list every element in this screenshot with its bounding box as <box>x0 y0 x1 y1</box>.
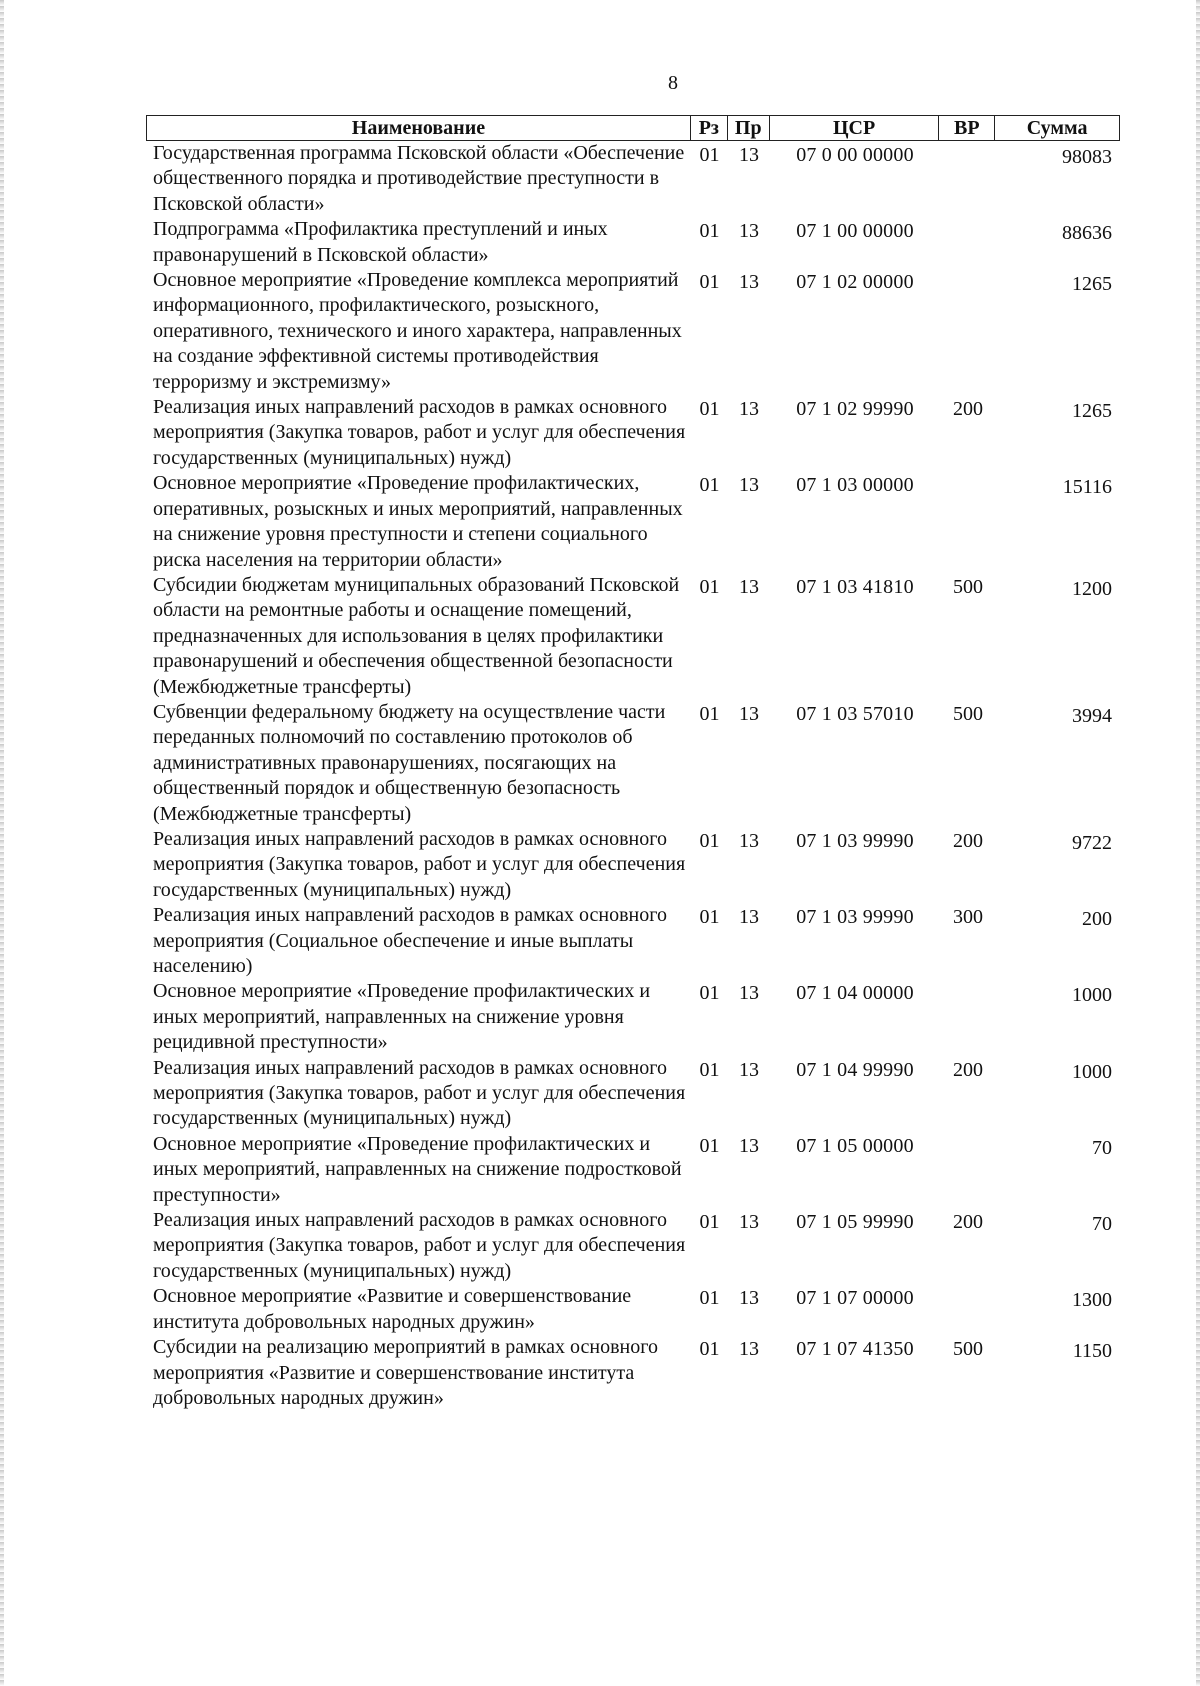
scan-edge-right <box>1196 0 1200 1686</box>
cell-name: Государственная программа Псковской области «Обеспечение общественного порядка и противодействие преступности в Псковской области» <box>153 142 685 215</box>
cell-pr: 13 <box>739 1134 759 1157</box>
cell-name: Основное мероприятие «Проведение профилактических и иных мероприятий, направленных на снижение подростковой преступности» <box>153 1132 682 1206</box>
cell-name: Реализация иных направлений расходов в рамках основного мероприятия (Закупка товаров, работ и услуг для обеспечения государственных (муниципальных) нужд) <box>153 827 686 901</box>
cell-rz: 01 <box>699 1338 720 1361</box>
cell-rz: 01 <box>699 575 720 598</box>
header-rz: Рз <box>691 116 728 140</box>
cell-pr: 13 <box>739 1058 759 1081</box>
cell-vr <box>940 471 996 573</box>
cell-vr: 500 <box>953 575 983 598</box>
cell-sum: 1000 <box>1072 984 1112 1007</box>
table-row <box>146 1132 1120 1208</box>
cell-vr: 300 <box>953 906 983 929</box>
cell-sum: 1150 <box>1072 1340 1112 1363</box>
cell-rz: 01 <box>699 474 720 497</box>
cell-name: Реализация иных направлений расходов в рамках основного мероприятия (Закупка товаров, работ и услуг для обеспечения государственных (муниципальных) нужд) <box>153 1209 686 1282</box>
header-name: Наименование <box>147 116 691 140</box>
header-csr: ЦСР <box>770 116 940 140</box>
cell-csr: 07 1 02 00000 <box>796 271 914 294</box>
cell-vr <box>940 141 996 217</box>
cell-name: Основное мероприятие «Проведение профилактических и иных мероприятий, направленных на снижение уровня рецидивной преступности» <box>153 980 651 1054</box>
cell-name: Реализация иных направлений расходов в рамках основного мероприятия (Социальное обеспечение и иные выплаты населению) <box>153 904 667 977</box>
cell-rz: 01 <box>699 906 720 929</box>
cell-csr: 07 1 04 99990 <box>796 1058 914 1081</box>
cell-pr: 13 <box>739 144 759 166</box>
cell-pr: 13 <box>739 702 759 725</box>
table-row <box>146 1284 1120 1335</box>
cell-sum: 1200 <box>1072 577 1112 600</box>
cell-csr: 07 1 05 99990 <box>796 1211 914 1234</box>
cell-sum: 1265 <box>1072 400 1112 423</box>
table-row <box>146 268 1120 395</box>
cell-csr: 07 1 05 00000 <box>796 1134 914 1157</box>
cell-sum: 1300 <box>1072 1289 1112 1312</box>
cell-name: Основное мероприятие «Развитие и совершенствование института добровольных народных дружин» <box>153 1285 632 1333</box>
cell-name: Реализация иных направлений расходов в рамках основного мероприятия (Закупка товаров, работ и услуг для обеспечения государственных (муниципальных) нужд) <box>153 396 686 469</box>
cell-vr: 200 <box>953 829 983 852</box>
cell-pr: 13 <box>739 829 759 852</box>
cell-rz: 01 <box>699 1287 720 1310</box>
table-row <box>146 217 1120 268</box>
cell-pr: 13 <box>739 982 759 1005</box>
header-pr: Пр <box>728 116 770 140</box>
table-row <box>146 903 1120 979</box>
cell-rz: 01 <box>699 1058 720 1081</box>
cell-rz: 01 <box>699 220 720 243</box>
cell-vr <box>940 1132 996 1208</box>
cell-sum: 15116 <box>1062 476 1112 499</box>
table-row <box>146 573 1120 700</box>
cell-csr: 07 1 03 99990 <box>796 906 914 929</box>
cell-csr: 07 0 00 00000 <box>796 144 914 166</box>
cell-sum: 98083 <box>1062 146 1112 168</box>
cell-pr: 13 <box>739 1287 759 1310</box>
cell-vr <box>940 979 996 1055</box>
cell-vr: 200 <box>953 1058 983 1081</box>
cell-sum: 3994 <box>1072 704 1112 727</box>
cell-name: Субсидии бюджетам муниципальных образований Псковской области на ремонтные работы и оснащение помещений, предназначенных для использования в целях профилактики правонарушений и обеспечения общественной безопасности (Межбюджетные трансферты) <box>153 573 680 698</box>
cell-rz: 01 <box>699 398 720 421</box>
cell-name: Реализация иных направлений расходов в рамках основного мероприятия (Закупка товаров, работ и услуг для обеспечения государственных (муниципальных) нужд) <box>153 1056 686 1130</box>
cell-csr: 07 1 03 41810 <box>796 575 914 598</box>
cell-vr <box>940 217 996 268</box>
cell-csr: 07 1 07 41350 <box>796 1338 914 1361</box>
cell-csr: 07 1 03 57010 <box>796 702 914 725</box>
cell-name: Субвенции федеральному бюджету на осуществление части переданных полномочий по составлению протоколов об административных правонарушениях, посягающих на общественный порядок и общественную безопасность (Межбюджетные трансферты) <box>153 700 666 825</box>
cell-sum: 70 <box>1092 1213 1112 1236</box>
cell-sum: 1265 <box>1072 273 1112 296</box>
cell-csr: 07 1 03 00000 <box>796 474 914 497</box>
header-sum: Сумма <box>1026 117 1088 139</box>
table-row <box>146 1056 1120 1132</box>
cell-rz: 01 <box>699 1134 720 1157</box>
cell-csr: 07 1 00 00000 <box>796 220 914 243</box>
cell-name: Подпрограмма «Профилактика преступлений и иных правонарушений в Псковской области» <box>153 218 608 266</box>
table-header <box>146 115 1120 141</box>
table-row <box>146 471 1120 573</box>
cell-sum: 88636 <box>1062 222 1112 245</box>
budget-table <box>146 115 1120 1411</box>
table-row <box>146 979 1120 1055</box>
table-row <box>146 141 1120 217</box>
cell-name: Основное мероприятие «Проведение комплекса мероприятий информационного, профилактического, розыскного, оперативного, технического и иного характера, направленных на создание эффективной системы противодействия терроризму и экстремизму» <box>153 269 682 393</box>
cell-csr: 07 1 02 99990 <box>796 398 914 421</box>
cell-sum: 200 <box>1082 908 1112 931</box>
cell-vr <box>940 1284 996 1335</box>
cell-rz: 01 <box>699 702 720 725</box>
cell-name: Субсидии на реализацию мероприятий в рамках основного мероприятия «Развитие и совершенствование института добровольных народных дружин» <box>153 1336 658 1409</box>
header-vr: ВР <box>939 116 995 140</box>
cell-sum: 70 <box>1092 1136 1112 1159</box>
cell-name: Основное мероприятие «Проведение профилактических, оперативных, розыскных и иных мероприятий, направленных на снижение уровня преступности и степени социального риска населения на территории области» <box>153 472 683 571</box>
cell-sum: 9722 <box>1072 831 1112 854</box>
cell-csr: 07 1 07 00000 <box>796 1287 914 1310</box>
cell-rz: 01 <box>699 829 720 852</box>
table-row <box>146 827 1120 903</box>
cell-rz: 01 <box>699 1211 720 1234</box>
cell-rz: 01 <box>699 982 720 1005</box>
cell-csr: 07 1 04 00000 <box>796 982 914 1005</box>
cell-sum: 1000 <box>1072 1060 1112 1083</box>
cell-pr: 13 <box>739 271 759 294</box>
table-row <box>146 1335 1120 1411</box>
cell-vr: 500 <box>953 1338 983 1361</box>
cell-rz: 01 <box>699 271 720 294</box>
cell-vr <box>940 268 996 395</box>
cell-rz: 01 <box>699 144 720 166</box>
page-number: 8 <box>668 72 678 94</box>
scan-edge-left <box>0 0 4 1686</box>
table-row <box>146 1208 1120 1284</box>
cell-pr: 13 <box>739 474 759 497</box>
cell-pr: 13 <box>739 1211 759 1234</box>
cell-pr: 13 <box>739 1338 759 1361</box>
table-row <box>146 700 1120 827</box>
cell-pr: 13 <box>739 906 759 929</box>
cell-csr: 07 1 03 99990 <box>796 829 914 852</box>
cell-vr: 200 <box>953 398 983 421</box>
table-row <box>146 395 1120 471</box>
cell-pr: 13 <box>739 398 759 421</box>
cell-pr: 13 <box>739 575 759 598</box>
cell-vr: 500 <box>953 702 983 725</box>
cell-pr: 13 <box>739 220 759 243</box>
cell-vr: 200 <box>953 1211 983 1234</box>
